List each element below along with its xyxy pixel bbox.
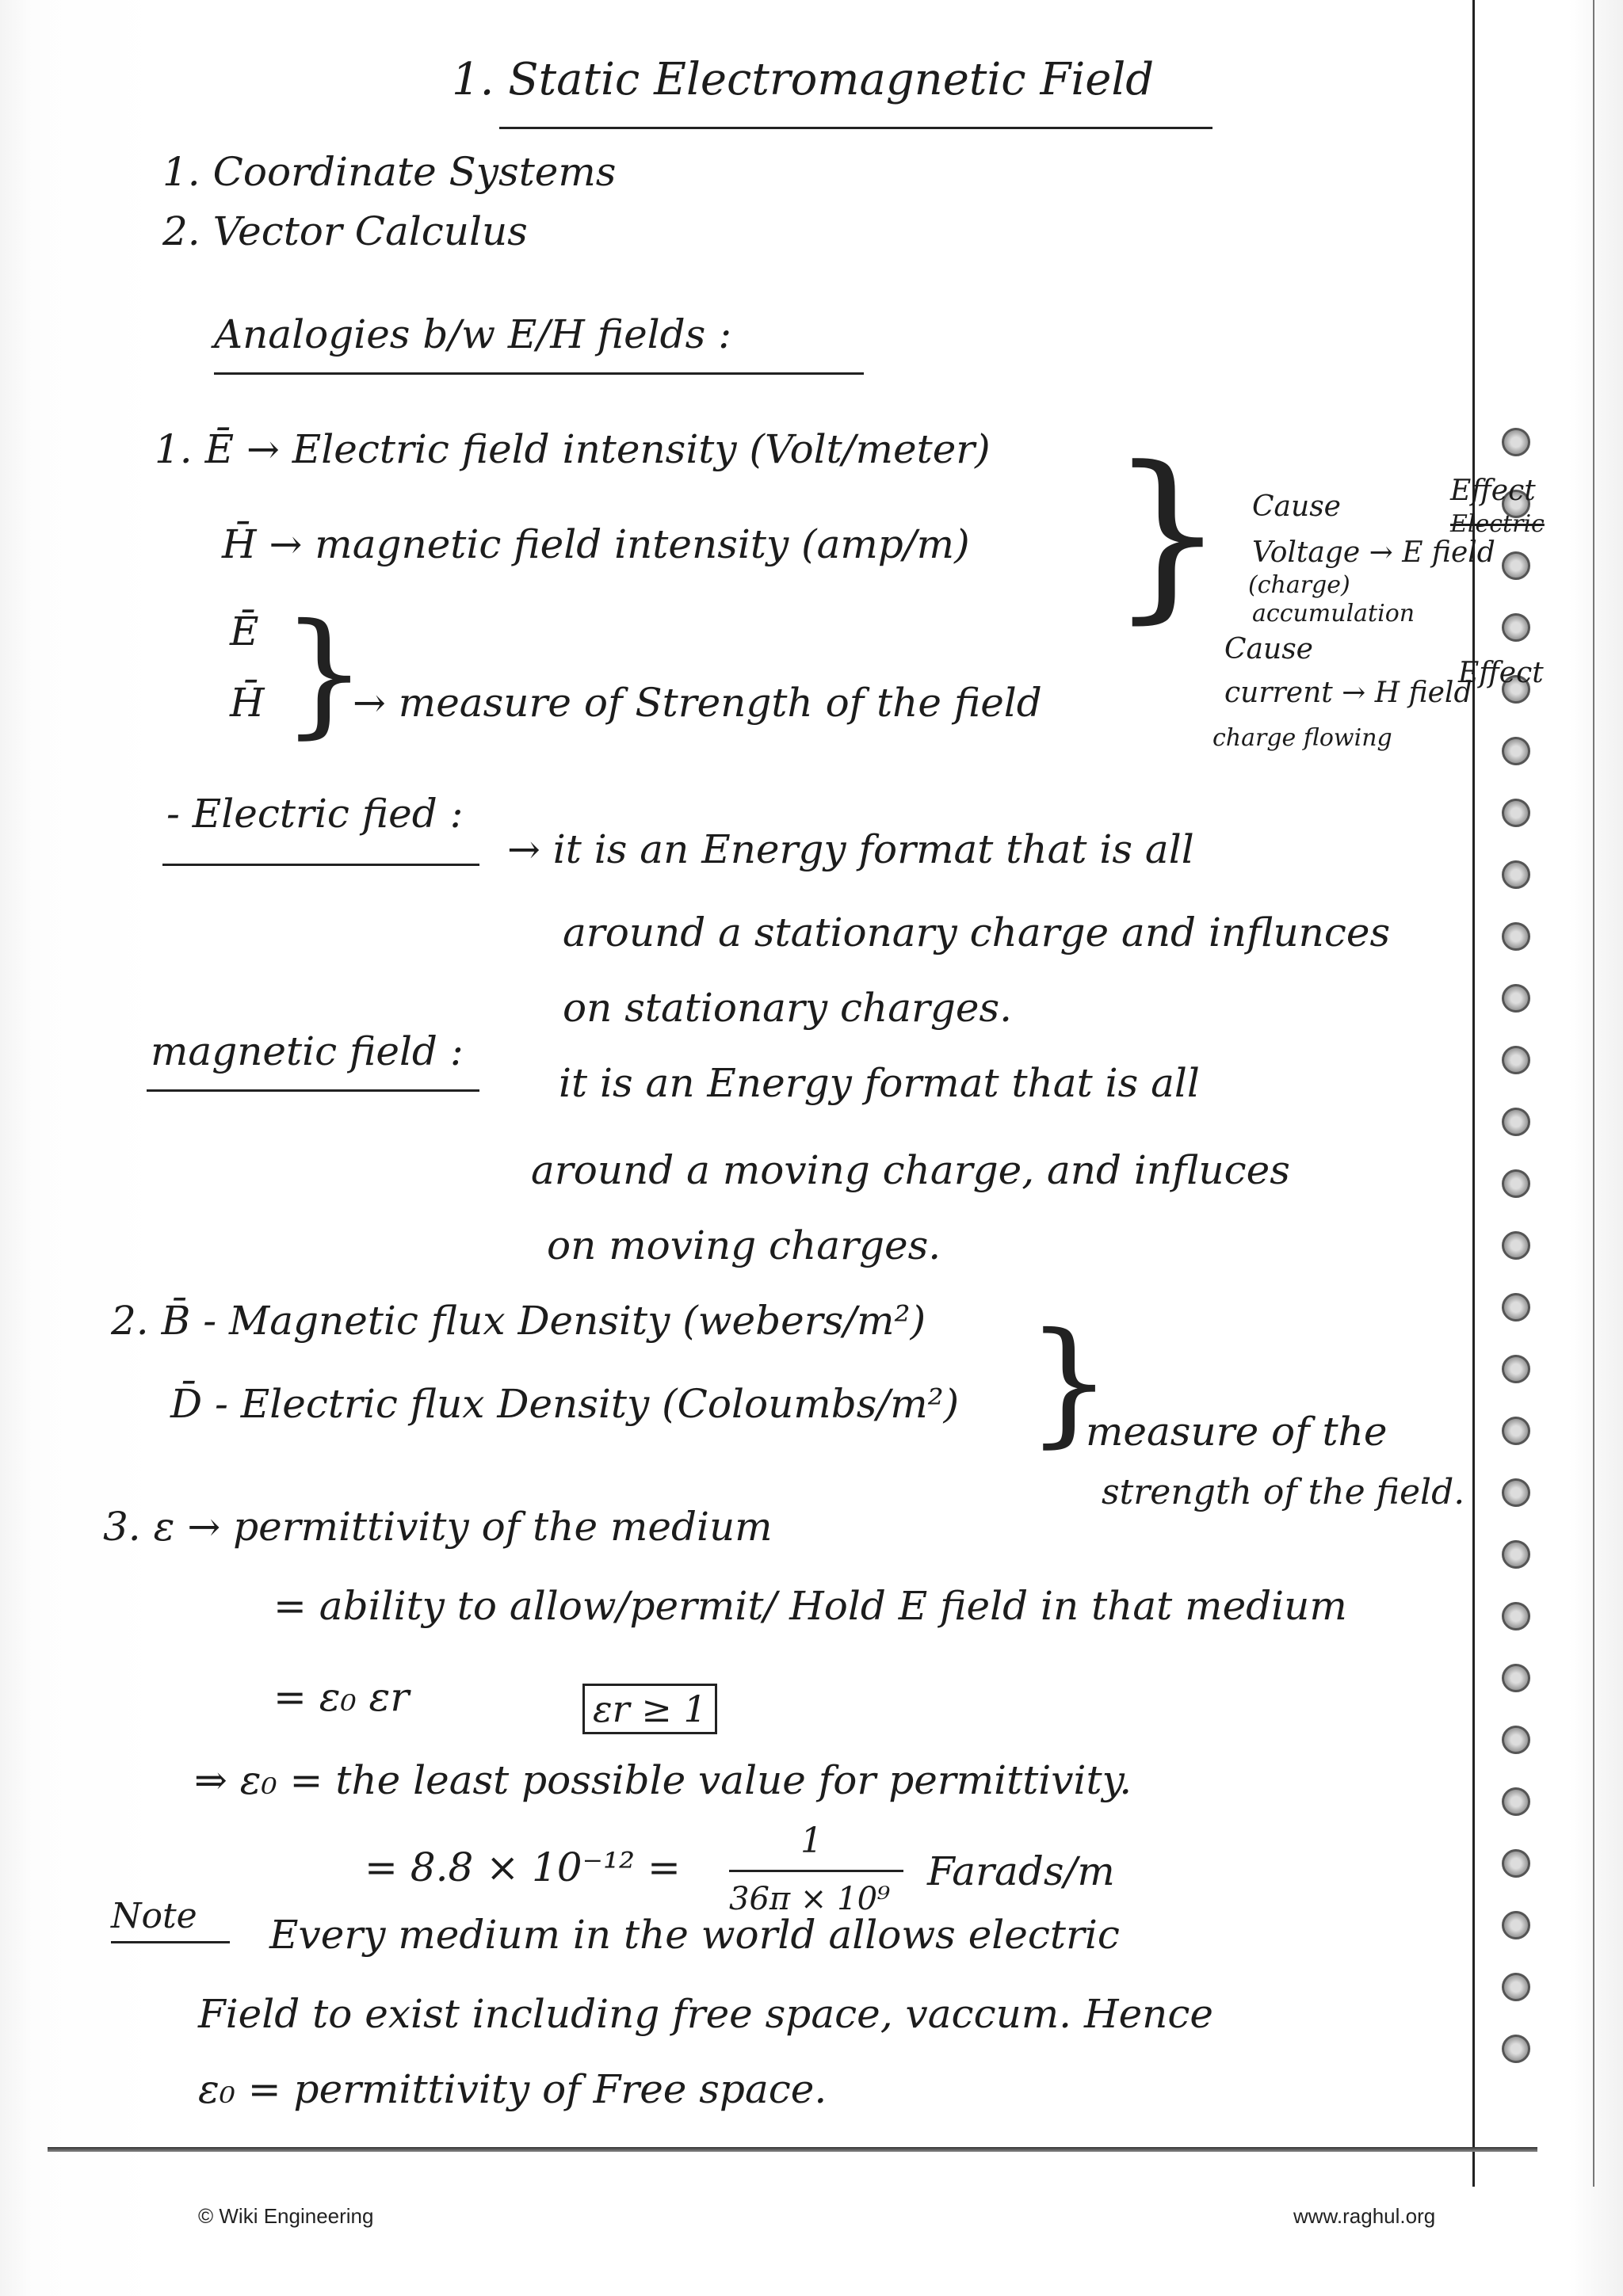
cause-voltage-line: Voltage → E field xyxy=(1252,536,1495,569)
edge-line xyxy=(1593,0,1594,2187)
e-field-intensity-line: 1. Ē → Electric field intensity (Volt/meter) xyxy=(155,426,991,472)
cause-label-1: Cause xyxy=(1252,490,1341,523)
cause-charge-note: (charge) xyxy=(1248,571,1350,599)
fraction-numerator: 1 xyxy=(800,1821,823,1861)
strength-of-field: strength of the field. xyxy=(1102,1472,1465,1512)
electric-field-label: - Electric fied : xyxy=(166,791,464,837)
measure-of-the: measure of the xyxy=(1086,1409,1388,1455)
electric-field-text-1: → it is an Energy format that is all xyxy=(507,826,1194,872)
measure-strength-line: → measure of Strength of the field xyxy=(353,680,1042,726)
magnetic-field-text-1: it is an Energy format that is all xyxy=(559,1060,1200,1106)
note-line-2: Field to exist including free space, vaccum. Hence xyxy=(198,1991,1213,2037)
effect-label-1: Effect xyxy=(1450,475,1536,507)
d-flux-density-line: D̄ - Electric flux Density (Coloumbs/m²) xyxy=(170,1381,960,1427)
note-underline xyxy=(111,1941,230,1943)
bottom-rule xyxy=(48,2147,1537,2152)
page-title: 1. Static Electromagnetic Field xyxy=(452,54,1155,105)
magnetic-field-text-3: on moving charges. xyxy=(547,1222,941,1268)
permittivity-line: 3. ε → permittivity of the medium xyxy=(103,1504,773,1550)
eps-zero-line: ⇒ ε₀ = the least possible value for permittivity. xyxy=(194,1757,1132,1803)
b-flux-density-line: 2. B̄ - Magnetic flux Density (webers/m²) xyxy=(111,1298,926,1344)
eps-r-box: εr ≥ 1 xyxy=(582,1684,717,1734)
footer-copyright: © Wiki Engineering xyxy=(198,2204,374,2228)
effect-struck-electric: Electric xyxy=(1450,510,1545,538)
eps-zero-value: = 8.8 × 10⁻¹² = xyxy=(365,1844,681,1890)
analogies-heading: Analogies b/w E/H fields : xyxy=(214,311,732,357)
electric-field-text-2: around a stationary charge and influnces xyxy=(563,910,1391,955)
electric-field-underline xyxy=(162,864,479,866)
magnetic-field-label: magnetic field : xyxy=(151,1028,464,1074)
topic-coordinate-systems: 1. Coordinate Systems xyxy=(162,149,617,195)
cause-charge-flowing-note: charge flowing xyxy=(1212,724,1392,752)
note-label: Note xyxy=(111,1896,197,1936)
footer-website: www.raghul.org xyxy=(1293,2204,1436,2228)
cause-current-line: current → H field xyxy=(1224,677,1472,709)
eps-product-line: = ε₀ εr xyxy=(273,1674,410,1720)
fraction-denominator: 36π × 10⁹ xyxy=(729,1881,891,1917)
note-line-1: Every medium in the world allows electric xyxy=(269,1912,1120,1958)
cause-label-2: Cause xyxy=(1224,633,1313,666)
analogies-underline xyxy=(214,372,864,375)
note-line-3: ε₀ = permittivity of Free space. xyxy=(198,2066,827,2112)
brace-eh: } xyxy=(281,595,368,752)
electric-field-text-3: on stationary charges. xyxy=(563,985,1013,1031)
brace-intensity: } xyxy=(1109,429,1226,640)
h-symbol: H̄ xyxy=(230,680,265,726)
h-field-intensity-line: H̄ → magnetic field intensity (amp/m) xyxy=(222,521,970,567)
margin-line xyxy=(1472,0,1475,2187)
farads-unit: Farads/m xyxy=(927,1848,1115,1894)
e-symbol: Ē xyxy=(230,608,259,654)
ability-line: = ability to allow/permit/ Hold E field in that medium xyxy=(273,1583,1347,1629)
topic-vector-calculus: 2. Vector Calculus xyxy=(162,208,528,254)
title-underline xyxy=(499,127,1212,129)
magnetic-field-text-2: around a moving charge, and influces xyxy=(531,1147,1290,1193)
fraction-bar xyxy=(729,1870,903,1872)
effect-label-2: Effect xyxy=(1458,657,1544,689)
magnetic-field-underline xyxy=(147,1089,479,1092)
cause-accumulation-note: accumulation xyxy=(1252,600,1415,627)
brace-flux: } xyxy=(1026,1304,1113,1461)
